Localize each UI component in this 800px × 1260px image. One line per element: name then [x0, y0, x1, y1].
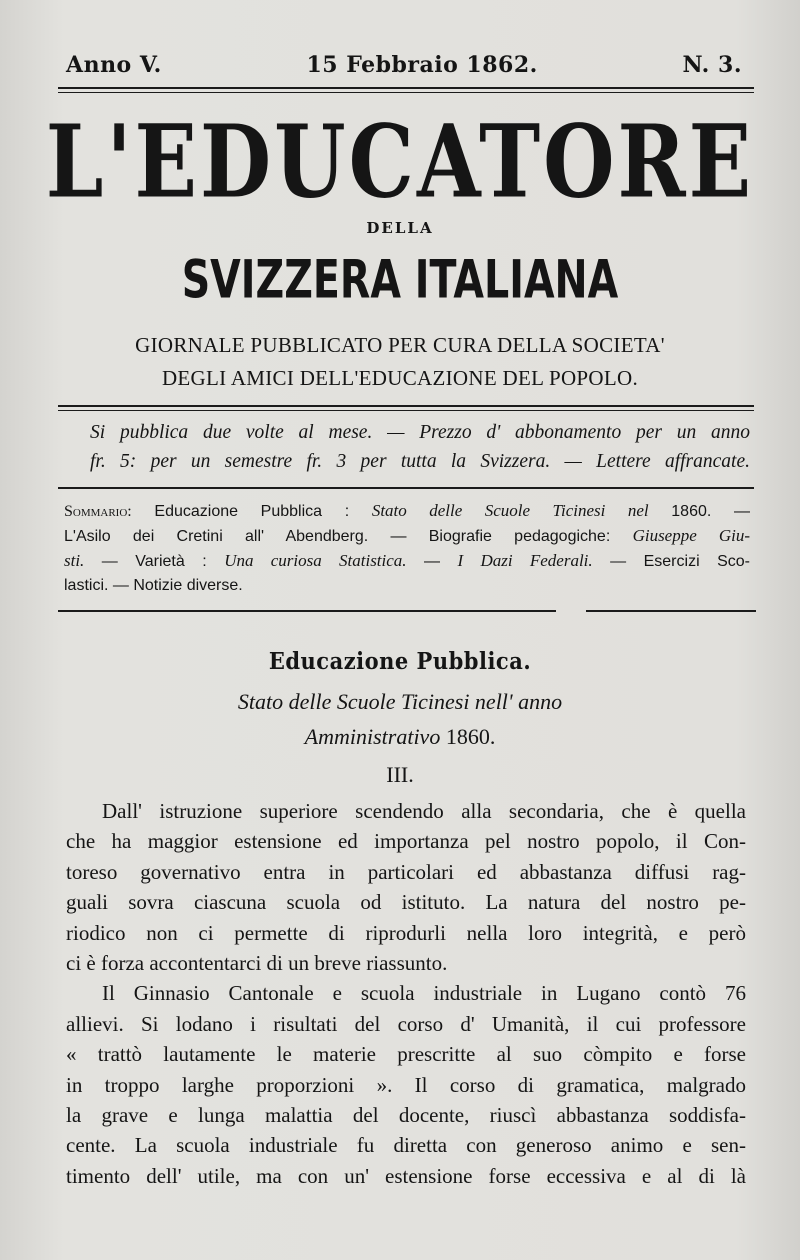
subscription-line-2: fr. 5: per un semestre fr. 3 per tutta la Svizzera. — Lettere affrancate. — [90, 451, 750, 472]
issue-number: N. 3. — [682, 52, 742, 78]
subscription-line-1: Si pubblica due volte al mese. — Prezzo d' abbonamento per un anno — [90, 422, 750, 443]
article-part-number: III. — [386, 762, 414, 787]
body-line: ci è forza accontentarci di un breve riassunto. — [66, 950, 448, 975]
subtitle-year: 1860. — [445, 724, 496, 749]
article-body — [66, 796, 746, 1191]
body-line: toreso governativo entra in particolari ed abbastanza diffusi rag- — [66, 859, 746, 884]
dateline — [66, 52, 742, 78]
body-line: riodico non ci permette di riprodurli nella loro integrità, e però — [66, 920, 746, 945]
article-subtitle-2 — [0, 724, 800, 750]
masthead-rule-top-thin — [58, 92, 754, 93]
summary-italic: sti. — [64, 551, 85, 570]
body-line: « trattò lautamente le materie prescritte al suo còmpito e forse — [66, 1042, 746, 1067]
body-line: cente. La scuola industriale fu diretta con generoso animo e sen- — [66, 1133, 746, 1158]
subtitle-italic: Amministrativo — [304, 724, 441, 749]
newspaper-subtitle: SVIZZERA ITALIANA — [181, 248, 619, 311]
body-line: Il Ginnasio Cantonale e scuola industriale in Lugano contò 76 — [102, 981, 746, 1006]
body-line: Dall' istruzione superiore scendendo alla secondaria, che è quella — [102, 799, 746, 823]
article-subtitle-1: Stato delle Scuole Ticinesi nell' anno — [237, 689, 563, 714]
summary-italic: Giuseppe Giu- — [632, 526, 751, 545]
masthead-rule-top — [58, 87, 754, 89]
newspaper-title: L'EDUCATORE — [45, 104, 755, 222]
issue-date: 15 Febbraio 1862. — [306, 52, 538, 78]
body-line: in troppo larghe proporzioni ». Il corso di gramatica, malgrado — [66, 1072, 746, 1097]
description-line-2: DEGLI AMICI DELL'EDUCAZIONE DEL POPOLO. — [161, 366, 639, 390]
issue-year: Anno V. — [66, 52, 162, 78]
summary-text: L'Asilo dei Cretini all' Abendberg. — Biografie pedagogiche: — [64, 528, 611, 545]
summary-italic: Stato delle Scuole Ticinesi nel — [371, 501, 649, 520]
body-line: timento dell' utile, ma con un' estensione forse eccessiva e al di là — [66, 1163, 746, 1188]
body-line: guali sovra ciascuna scuola od istituto. La natura del nostro pe- — [66, 890, 746, 915]
summary-line-3 — [64, 548, 750, 573]
body-line: la grave e lunga malattia del docente, riuscì abbastanza soddisfa- — [66, 1102, 746, 1127]
summary-line-2 — [64, 523, 750, 548]
summary-italic: Una curiosa Statistica. — [224, 551, 407, 570]
section-title: Educazione Pubblica. — [268, 646, 532, 675]
summary-block — [64, 498, 750, 598]
summary-text: Educazione Pubblica : — [154, 503, 350, 520]
summary-line-1 — [64, 498, 750, 523]
summary-label: Sommario: — [64, 503, 132, 520]
summary-text: — Varietà : — [101, 553, 207, 570]
summary-rule-left — [58, 610, 556, 612]
body-line: allievi. Si lodano i risultati del corso d' Umanità, il cui professore — [66, 1011, 746, 1036]
summary-text: — — [424, 553, 441, 570]
summary-text: — Esercizi Sco- — [610, 553, 750, 570]
title-della: DELLA — [366, 219, 434, 237]
summary-rule-right — [586, 610, 756, 612]
description-line-1: GIORNALE PUBBLICATO PER CURA DELLA SOCIETA' — [135, 333, 665, 357]
summary-text: 1860. — — [671, 503, 750, 520]
subscription-info — [90, 422, 750, 480]
summary-italic: I Dazi Federali. — [457, 551, 593, 570]
masthead-rule-bottom — [58, 405, 754, 407]
body-line: che ha maggior estensione ed importanza pel nostro popolo, il Con- — [66, 829, 746, 854]
masthead-rule-bottom-thin — [58, 410, 754, 411]
subscription-rule — [58, 487, 754, 489]
summary-line-4: lastici. — Notizie diverse. — [64, 577, 243, 594]
